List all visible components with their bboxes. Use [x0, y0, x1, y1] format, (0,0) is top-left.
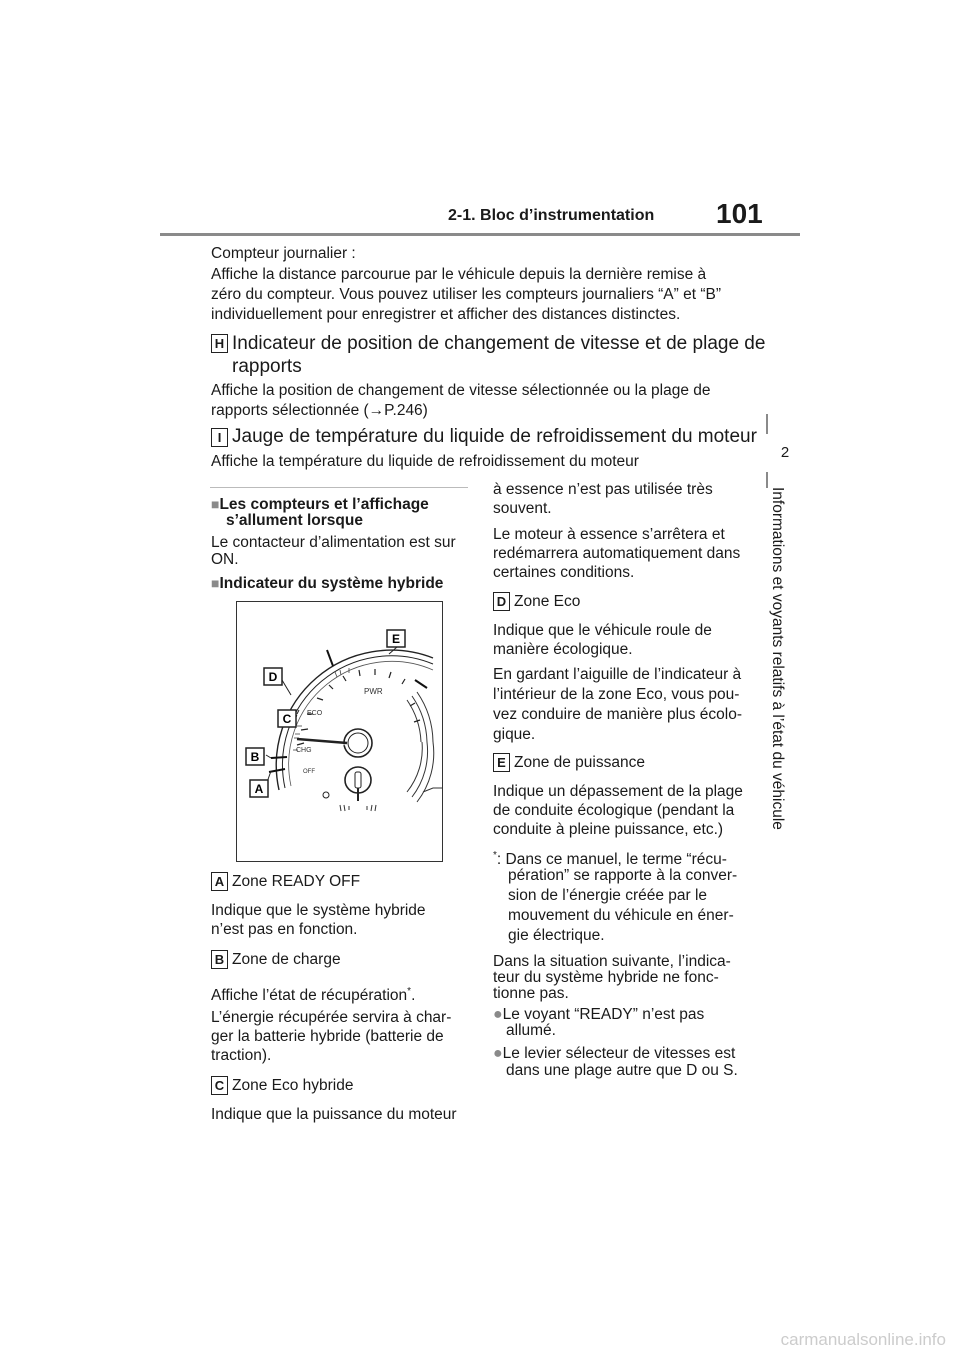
- square-bullet-icon: ■: [211, 496, 220, 512]
- footnote: mouvement du véhicule en éner-: [508, 907, 734, 924]
- svg-text:C: C: [282, 712, 292, 726]
- item-h-title: rapports: [232, 356, 302, 377]
- body-text: Indique un dépassement de la plage: [493, 783, 743, 800]
- item-i-body: Affiche la température du liquide de refroidissement du moteur: [211, 453, 639, 470]
- callout-c: [278, 710, 296, 727]
- body-text: Indique que la puissance du moteur: [211, 1106, 457, 1123]
- section-heading: ■Indicateur du système hybride: [211, 575, 444, 592]
- callout-d: [264, 668, 282, 685]
- gauge-pwr-label: PWR: [364, 687, 383, 696]
- watermark: carmanualsonline.info: [780, 1330, 946, 1349]
- body-text: conduite à pleine puissance, etc.): [493, 821, 724, 838]
- body-text: Le contacteur d’alimentation est sur: [211, 534, 456, 551]
- intro-line: individuellement pour enregistrer et afficher des distances distinctes.: [211, 306, 681, 323]
- body-text: de conduite écologique (pendant la: [493, 802, 735, 819]
- page-number: 101: [716, 198, 763, 229]
- key-badge: C: [211, 1076, 228, 1095]
- header-section-title: 2-1. Bloc d’instrumentation: [448, 207, 655, 224]
- hybrid-gauge-illustration: [237, 602, 442, 861]
- body-text: souvent.: [493, 500, 552, 517]
- zone-label: Zone READY OFF: [232, 873, 361, 890]
- body-text: n’est pas en fonction.: [211, 921, 358, 938]
- body-text: Le moteur à essence s’arrêtera et: [493, 526, 725, 543]
- square-bullet-icon: ■: [211, 575, 220, 591]
- bullet-dot-icon: ●: [493, 1006, 503, 1023]
- body-text: Indique que le système hybride: [211, 902, 426, 919]
- body-text: ON.: [211, 551, 239, 568]
- body-text: Dans la situation suivante, l’indica-: [493, 953, 731, 970]
- side-divider-mid: [766, 472, 768, 488]
- intro-line: zéro du compteur. Vous pouvez utiliser les compteurs journaliers “A” et “B”: [211, 286, 722, 303]
- gauge-eco-label: ECO: [307, 710, 323, 717]
- chapter-number: 2: [780, 444, 790, 461]
- callout-a: [250, 780, 268, 797]
- footnote: *: Dans ce manuel, le terme “récu-: [493, 850, 727, 869]
- section-heading: ■Les compteurs et l’affichage: [211, 496, 429, 513]
- key-badge: I: [211, 428, 228, 447]
- chapter-title: Informations et voyants relatifs à l’état du véhicule: [769, 487, 786, 830]
- key-badge: A: [211, 872, 228, 891]
- bullet-dot-icon: ●: [493, 1045, 503, 1062]
- page-reference: P.246): [384, 402, 428, 419]
- bullet-item: dans une plage autre que D ou S.: [506, 1062, 738, 1079]
- intro-label: Compteur journalier :: [211, 245, 356, 262]
- key-badge: D: [493, 592, 510, 611]
- body-text: Indique que le véhicule roule de: [493, 622, 712, 639]
- item-h-body: rapports sélectionnée (→P.246): [211, 402, 428, 419]
- header-rule: [160, 233, 800, 236]
- callout-e: [387, 630, 405, 647]
- key-badge: H: [211, 334, 228, 353]
- body-text: vez conduire de manière plus écolo-: [493, 706, 742, 723]
- gauge-chg-label: CHG: [296, 747, 312, 754]
- item-i-title: Jauge de température du liquide de refroidissement du moteur: [232, 426, 757, 447]
- hybrid-system-indicator-figure: [236, 601, 443, 862]
- bullet-item: allumé.: [506, 1022, 556, 1039]
- footnote: gie électrique.: [508, 927, 605, 944]
- key-badge: B: [211, 950, 228, 969]
- column-rule: [210, 487, 468, 488]
- body-text: En gardant l’aiguille de l’indicateur à: [493, 666, 742, 683]
- svg-text:E: E: [391, 632, 401, 646]
- zone-label: Zone de puissance: [514, 754, 645, 771]
- body-text: tionne pas.: [493, 985, 569, 1002]
- item-h-body: Affiche la position de changement de vitesse sélectionnée ou la plage de: [211, 382, 711, 399]
- intro-line: Affiche la distance parcourue par le véhicule depuis la dernière remise à: [211, 266, 707, 283]
- body-text: Affiche l’état de récupération*.: [211, 986, 416, 1005]
- body-text: teur du système hybride ne fonc-: [493, 969, 719, 986]
- body-text: à essence n’est pas utilisée très: [493, 481, 713, 498]
- side-divider-top: [766, 414, 768, 434]
- body-text: ger la batterie hybride (batterie de: [211, 1028, 444, 1045]
- callout-b: [246, 748, 264, 765]
- zone-label: Zone de charge: [232, 951, 341, 968]
- svg-text:B: B: [250, 750, 260, 764]
- key-badge: E: [493, 753, 510, 772]
- body-text: traction).: [211, 1047, 272, 1064]
- item-h-title: Indicateur de position de changement de vitesse et de plage de: [232, 333, 766, 354]
- zone-label: Zone Eco: [514, 593, 581, 610]
- body-text: certaines conditions.: [493, 564, 635, 581]
- zone-label: Zone Eco hybride: [232, 1077, 354, 1094]
- bullet-item: ●Le levier sélecteur de vitesses est: [493, 1045, 736, 1062]
- body-text: l’intérieur de la zone Eco, vous pou-: [493, 686, 740, 703]
- gauge-off-label: OFF: [303, 769, 315, 775]
- footnote: pération” se rapporte à la conver-: [508, 867, 738, 884]
- body-text: L’énergie récupérée servira à char-: [211, 1009, 452, 1026]
- footnote: sion de l’énergie créée par le: [508, 887, 708, 904]
- svg-text:A: A: [254, 782, 264, 796]
- body-text: gique.: [493, 726, 536, 743]
- section-heading: s’allument lorsque: [226, 512, 363, 529]
- arrow-right-icon: →: [368, 402, 385, 419]
- body-text: manière écologique.: [493, 641, 633, 658]
- bullet-item: ●Le voyant “READY” n’est pas: [493, 1006, 705, 1023]
- svg-text:D: D: [268, 670, 278, 684]
- body-text: redémarrera automatiquement dans: [493, 545, 741, 562]
